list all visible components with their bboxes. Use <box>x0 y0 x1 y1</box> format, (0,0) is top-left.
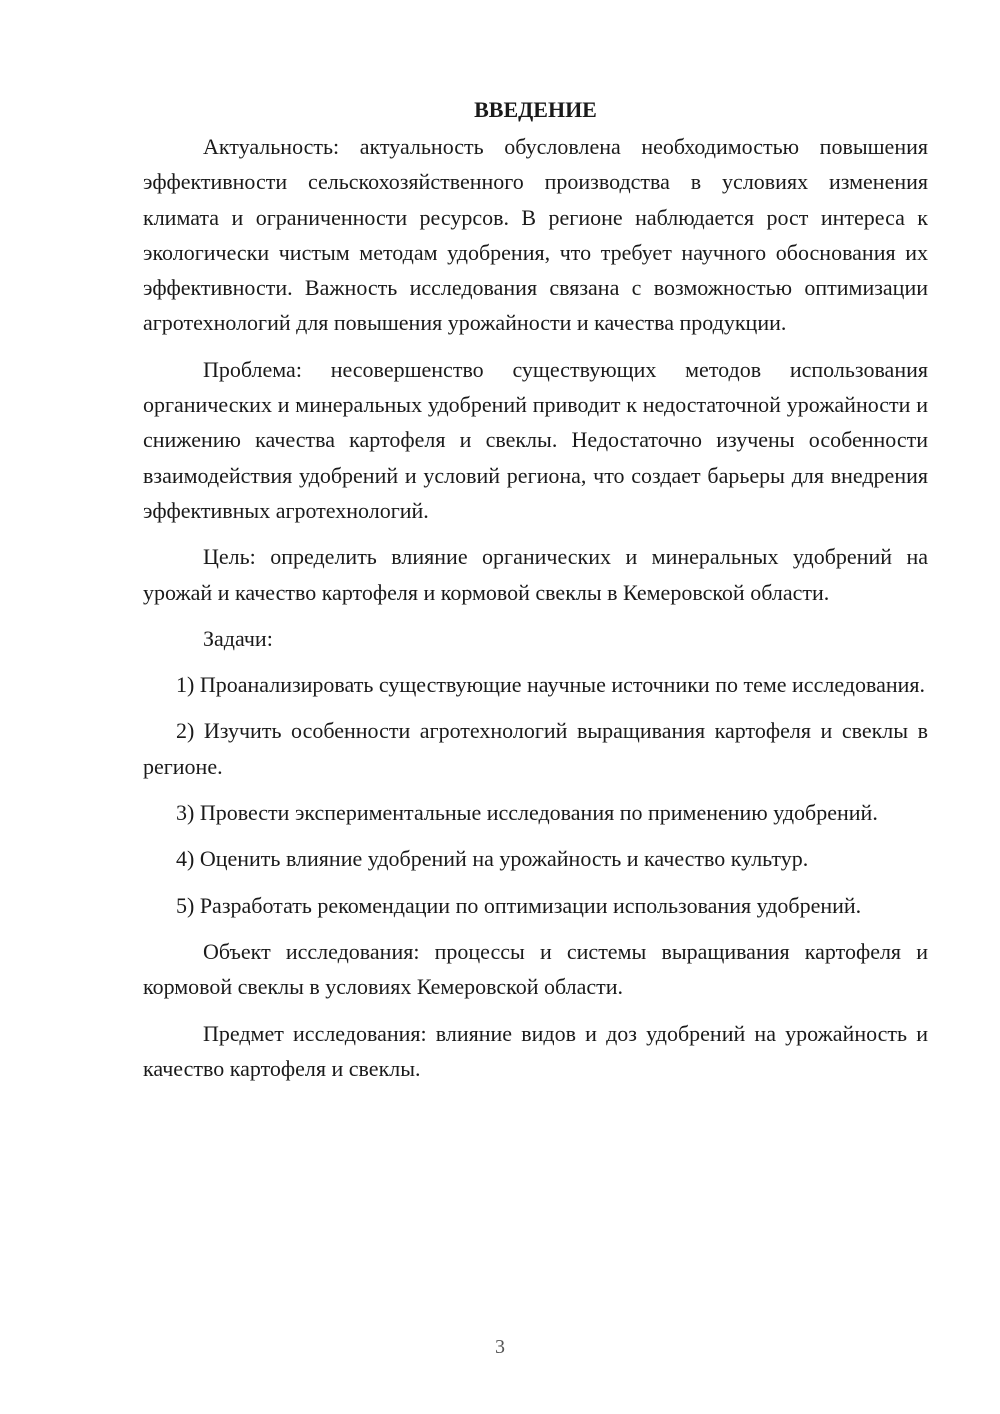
page-number: 3 <box>495 1336 505 1358</box>
problem-paragraph: Проблема: несовершенство существующих методов использования органических и минеральных удобрений приводит к недостаточной урожайности и снижению качества картофеля и свеклы. Недостаточно изучены особенности взаимодействия удобрений и условий региона, что создает барьеры для внедрения эффективных агротехнологий. <box>143 356 928 523</box>
task-item-2: 2) Изучить особенности агротехнологий выращивания картофеля и свеклы в регионе. <box>143 718 928 779</box>
task-item-5: 5) Разработать рекомендации по оптимизации использования удобрений. <box>176 892 862 918</box>
goal-paragraph: Цель: определить влияние органических и минеральных удобрений на урожай и качество картофеля и кормовой свеклы в Кемеровской области. <box>143 544 928 605</box>
research-object-paragraph: Объект исследования: процессы и системы выращивания картофеля и кормовой свеклы в условиях Кемеровской области. <box>143 938 928 1000</box>
task-item-3: 3) Провести экспериментальные исследования по применению удобрений. <box>176 800 878 826</box>
page-content <box>143 95 928 1097</box>
research-subject-paragraph: Предмет исследования: влияние видов и доз удобрений на урожайность и качество картофеля и свеклы. <box>143 1020 928 1081</box>
task-item-1: 1) Проанализировать существующие научные источники по теме исследования. <box>176 672 926 698</box>
task-item-4: 4) Оценить влияние удобрений на урожайность и качество культур. <box>176 846 809 872</box>
relevance-paragraph: Актуальность: актуальность обусловлена необходимостью повышения эффективности сельскохозяйственного производства в условиях изменения климата и ограниченности ресурсов. В регионе наблюдается рост интереса к экологически чистым методам удобрения, что требует научного обоснования их эффективности. Важность исследования связана с возможностью оптимизации агротехнологий для повышения урожайности и качества продукции. <box>143 134 928 336</box>
tasks-heading: Задачи: <box>203 625 273 651</box>
page-title: ВВЕДЕНИЕ <box>474 97 597 122</box>
